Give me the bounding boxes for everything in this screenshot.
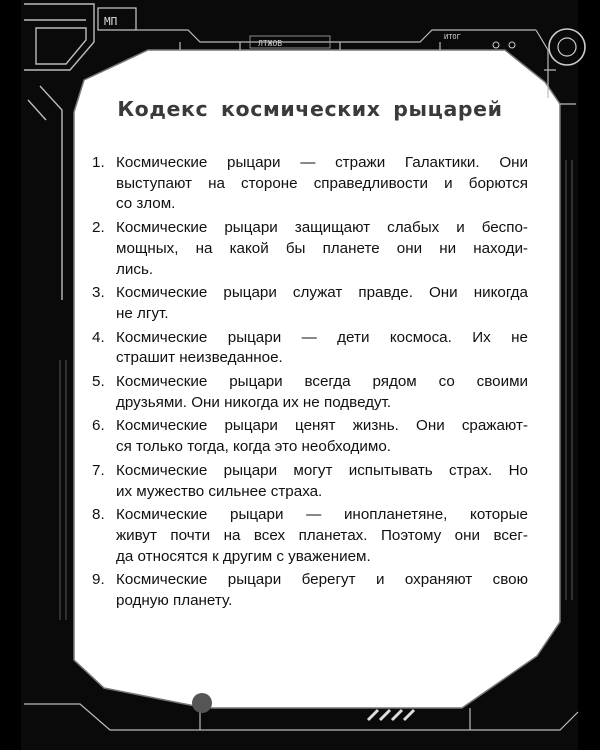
rule-line: живут почти на всех планетах. Поэтому они всег- — [116, 526, 528, 544]
rule-item — [92, 218, 528, 280]
rule-line: Космические рыцари всегда рядом со своими — [116, 373, 528, 391]
rule-text — [116, 461, 528, 502]
rule-text — [116, 153, 528, 215]
rule-text — [116, 283, 528, 324]
hud-label-left: МП — [104, 15, 118, 28]
rule-line: родную планету. — [116, 592, 233, 610]
rule-line: Космические рыцари — стражи Галактики. Они — [116, 154, 528, 171]
rule-line: их мужество сильнее страха. — [116, 482, 323, 500]
rule-line: мощных, на какой бы планете они ни находи- — [116, 239, 528, 257]
hud-label-center: ЛТЖОВ — [258, 39, 283, 48]
rule-line: Космические рыцари — дети космоса. Их не — [116, 328, 528, 346]
rule-number: 1. — [92, 154, 105, 171]
rule-line: лись. — [116, 260, 154, 278]
rule-number: 9. — [92, 571, 105, 589]
rule-line: Космические рыцари служат правде. Они никогда — [116, 284, 528, 302]
rules-list — [92, 153, 528, 612]
rule-line: Космические рыцари могут испытывать страх. Но — [116, 461, 528, 479]
rule-item — [92, 283, 528, 324]
page-title: Кодекс космических рыцарей — [117, 97, 503, 121]
rule-line: Космические рыцари берегут и охраняют свою — [116, 571, 528, 589]
rule-line: ся только тогда, когда это необходимо. — [116, 438, 392, 456]
rule-item — [92, 461, 528, 502]
codex-panel — [92, 97, 528, 615]
frame-left-bar — [0, 0, 21, 750]
rule-number: 8. — [92, 506, 105, 524]
rule-item — [92, 328, 528, 369]
rule-item — [92, 570, 528, 611]
rule-text — [116, 218, 528, 280]
rule-text — [116, 328, 528, 369]
hud-label-right: ИТОГ — [444, 33, 461, 41]
rule-line: не лгут. — [116, 304, 169, 322]
frame-bottom-knob — [192, 693, 212, 713]
rule-number: 3. — [92, 284, 105, 302]
rule-line: Космические рыцари — инопланетяне, которые — [116, 506, 528, 524]
rule-line: страшит неизведанное. — [116, 349, 283, 367]
rule-number: 7. — [92, 461, 105, 479]
rule-number: 2. — [92, 219, 105, 237]
rule-item — [92, 372, 528, 413]
rule-line: друзьями. Они никогда их не подведут. — [116, 393, 392, 411]
rule-text — [116, 570, 528, 611]
frame-right-bar — [578, 0, 600, 750]
rule-text — [116, 372, 528, 413]
rule-item — [92, 153, 528, 215]
rule-line: со злом. — [116, 195, 176, 213]
rule-line: Космические рыцари ценят жизнь. Они сражают- — [116, 417, 528, 435]
rule-line: да относятся к другим с уважением. — [116, 547, 371, 565]
rule-item — [92, 416, 528, 457]
rule-text — [116, 505, 528, 567]
rule-line: Космические рыцари защищают слабых и беспо- — [116, 219, 528, 237]
rule-item — [92, 505, 528, 567]
rule-number: 4. — [92, 328, 105, 346]
rule-number: 5. — [92, 373, 105, 391]
rule-line: выступают на стороне справедливости и борются — [116, 174, 528, 192]
rule-text — [116, 416, 528, 457]
rule-number: 6. — [92, 417, 105, 435]
